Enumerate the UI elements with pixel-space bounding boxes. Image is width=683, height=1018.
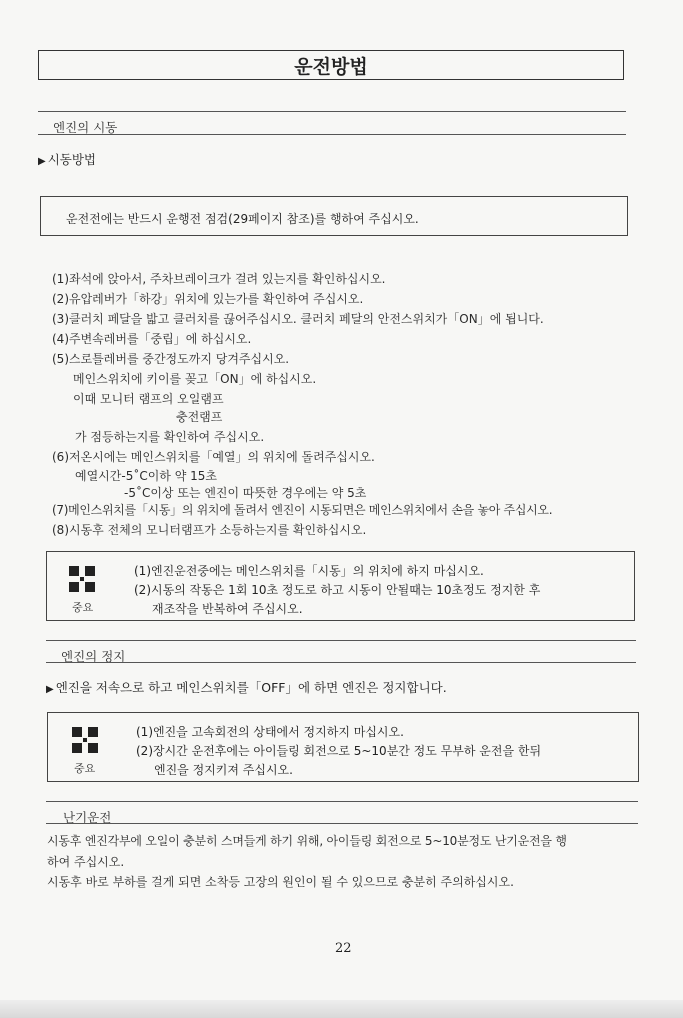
- page-title: [38, 50, 624, 80]
- section-heading-stop: 엔진의 정지: [61, 649, 126, 664]
- important-icon: [72, 727, 98, 753]
- step-line: (4)주변속레버를「중립」에 하십시오.: [52, 332, 252, 346]
- notice-text: 운전전에는 반드시 운행전 점검(29페이지 참조)를 행하여 주십시오.: [66, 212, 419, 226]
- important-line: (1)엔진운전중에는 메인스위치를「시동」의 위치에 하지 마십시오.: [134, 564, 484, 578]
- important-line: (2)시동의 작동은 1회 10초 정도로 하고 시동이 안될때는 10초정도 정지한 후: [134, 583, 541, 597]
- triangle-bullet-icon: ▶: [46, 684, 54, 695]
- step-line: 충전램프: [176, 410, 223, 424]
- step-line: (8)시동후 전체의 모니터램프가 소등하는지를 확인하십시오.: [52, 523, 367, 537]
- step-line: (1)좌석에 앉아서, 주차브레이크가 걸려 있는지를 확인하십시오.: [52, 272, 386, 286]
- scan-edge: [0, 1000, 683, 1018]
- important-line: (2)장시간 운전후에는 아이들링 회전으로 5~10분간 정도 무부하 운전을 한뒤: [136, 744, 542, 758]
- section-heading-start: 엔진의 시동: [53, 120, 118, 135]
- important-box-start: [46, 551, 635, 621]
- subheading-text: 시동방법: [47, 152, 97, 167]
- warmup-line: 시동후 엔진각부에 오일이 충분히 스며들게 하기 위해, 아이들링 회전으로 5~10분정도 난기운전을 행: [47, 834, 567, 848]
- step-line: (5)스로틀레버를 중간정도까지 당겨주십시오.: [52, 352, 290, 366]
- important-line: 재조작을 반복하여 주십시오.: [152, 602, 303, 616]
- section-heading-warmup: 난기운전: [63, 810, 112, 825]
- stop-instruction-text: 엔진을 저속으로 하고 메인스위치를「OFF」에 하면 엔진은 정지합니다.: [55, 680, 447, 695]
- divider: [38, 111, 626, 112]
- divider: [38, 134, 626, 135]
- important-line: (1)엔진을 고속회전의 상태에서 정지하지 마십시오.: [136, 725, 404, 739]
- page-number: 22: [335, 941, 352, 956]
- important-label: 중요: [74, 762, 96, 775]
- step-line: 이때 모니터 램프의 오일램프: [73, 392, 224, 406]
- step-line: 예열시간-5˚C이하 약 15초: [75, 469, 217, 483]
- triangle-bullet-icon: ▶: [38, 156, 46, 167]
- divider: [46, 640, 636, 641]
- important-line: 엔진을 정지키져 주십시오.: [154, 763, 293, 777]
- divider: [46, 662, 636, 663]
- warmup-line: 하여 주십시오.: [47, 855, 125, 869]
- step-line: 메인스위치에 키이를 꽂고「ON」에 하십시오.: [73, 372, 317, 386]
- step-line: (7)메인스위치를「시동」의 위치에 돌려서 엔진이 시동되면은 메인스위치에서 손을 놓아 주십시오.: [52, 503, 553, 517]
- step-line: (2)유압레버가「하강」위치에 있는가를 확인하여 주십시오.: [52, 292, 364, 306]
- warmup-line: 시동후 바로 부하를 걸게 되면 소착등 고장의 원인이 될 수 있으므로 충분히 주의하십시오.: [47, 875, 514, 889]
- subheading-start-method: [38, 150, 96, 168]
- divider: [46, 823, 638, 824]
- step-line: (3)클러치 페달을 밟고 클러치를 끊어주십시오. 클러치 페달의 안전스위치가「ON」에 됩니다.: [52, 312, 544, 326]
- step-line: -5˚C이상 또는 엔진이 따뜻한 경우에는 약 5초: [124, 486, 367, 500]
- stop-instruction: [46, 678, 447, 696]
- page-title-text: 운전방법: [294, 55, 368, 78]
- important-label: 중요: [72, 601, 94, 614]
- notice-box: [40, 196, 628, 236]
- important-icon: [69, 566, 95, 592]
- step-line: (6)저온시에는 메인스위치를「예열」의 위치에 돌려주십시오.: [52, 450, 375, 464]
- divider: [46, 801, 638, 802]
- important-box-stop: [47, 712, 639, 782]
- step-line: 가 점등하는지를 확인하여 주십시오.: [75, 430, 265, 444]
